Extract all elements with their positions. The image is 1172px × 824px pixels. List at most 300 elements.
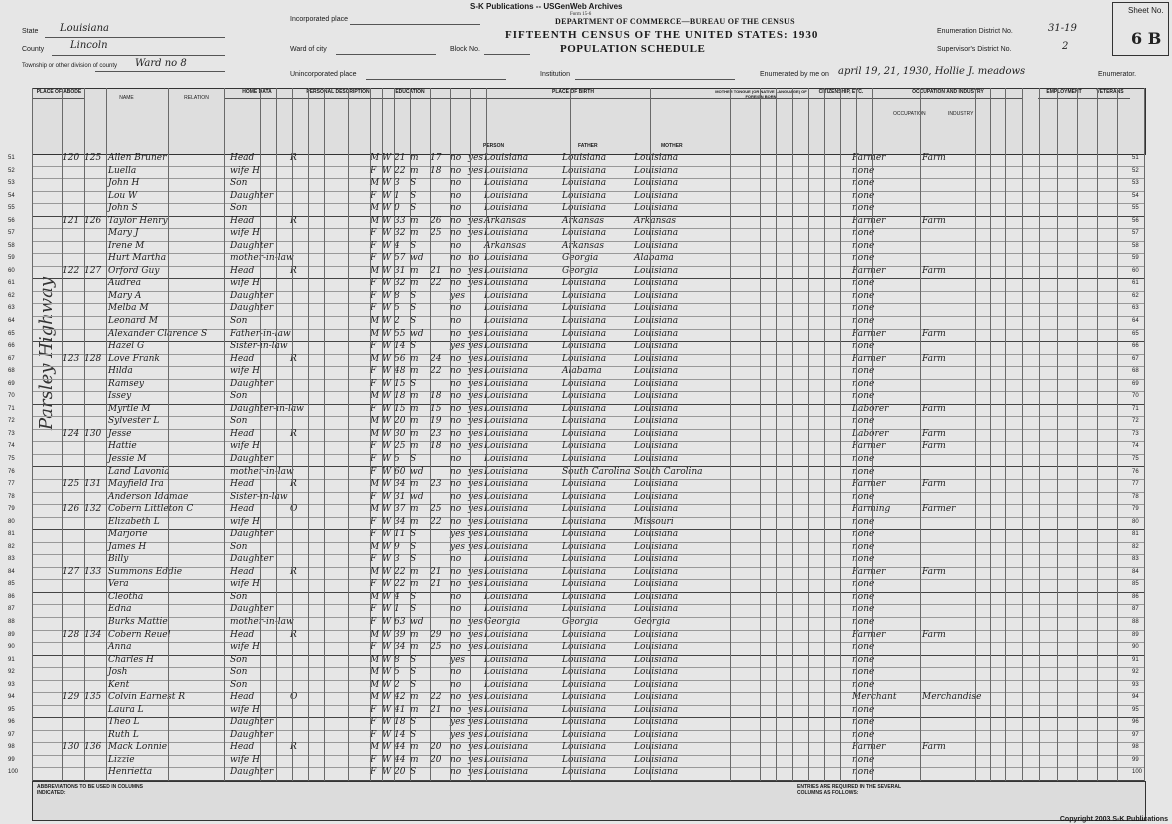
cell-ind	[922, 467, 992, 480]
cell-am: 18	[430, 165, 442, 176]
cell-name: Burks Mattie	[108, 616, 168, 627]
cell-sch: no	[450, 491, 462, 502]
cell-sch: no	[450, 178, 462, 189]
cell-name: Hurt Martha	[108, 253, 167, 264]
cell-name: Colvin Earnest R	[108, 692, 186, 703]
cell-name: Ruth L	[108, 729, 139, 740]
cell-fbp: Louisiana	[562, 629, 607, 640]
cell-occ: none	[852, 165, 875, 176]
cell-mbp: Louisiana	[634, 667, 679, 678]
cell-age: 15	[394, 403, 406, 414]
cell-sch: no	[450, 240, 462, 251]
cell-rd: yes	[468, 642, 484, 653]
cell-mbp: Georgia	[634, 616, 671, 627]
cell-fbp: Louisiana	[562, 729, 607, 740]
line-number-right: 79	[1132, 506, 1139, 513]
cell-fam	[84, 604, 106, 617]
table-row	[8, 228, 1144, 242]
sheet-number-label: Sheet No.	[1128, 6, 1164, 15]
cell-mbp: Louisiana	[634, 178, 679, 189]
table-row	[8, 453, 1144, 468]
cell-race: W	[382, 579, 392, 590]
cell-dw	[62, 680, 84, 693]
footer-instructions	[32, 781, 1146, 821]
cell-mbp: Louisiana	[634, 391, 679, 402]
cell-ms: m	[410, 479, 419, 490]
cell-fbp: Louisiana	[562, 203, 607, 214]
line-number-left: 100	[8, 769, 19, 776]
cell-ind	[922, 705, 992, 718]
cell-sex: F	[370, 466, 377, 477]
cell-own: O	[290, 692, 298, 703]
cell-name: Hazel G	[108, 341, 145, 352]
cell-ms: wd	[410, 616, 424, 627]
line-number-left: 87	[8, 606, 15, 613]
cell-bp: Louisiana	[484, 679, 529, 690]
line-number-left: 68	[8, 368, 15, 375]
cell-sex: F	[370, 290, 377, 301]
cell-occ: none	[852, 654, 875, 665]
cell-fbp: Louisiana	[562, 403, 607, 414]
cell-am	[430, 203, 446, 216]
table-row	[8, 642, 1144, 656]
column-rule	[430, 88, 431, 781]
cell-fam	[84, 667, 106, 680]
cell-dw	[62, 416, 84, 429]
cell-race: W	[382, 228, 392, 239]
cell-age: 56	[394, 353, 406, 364]
line-number-left: 53	[8, 180, 15, 187]
cell-rd: yes	[468, 441, 484, 452]
cell-bp: Louisiana	[484, 278, 529, 289]
cell-rd: no	[468, 253, 480, 264]
cell-bp: Louisiana	[484, 742, 529, 753]
cell-bp: Louisiana	[484, 353, 529, 364]
line-number-right: 54	[1132, 192, 1139, 199]
cell-rel: mother-in-law	[230, 616, 294, 627]
cell-ms: S	[410, 453, 417, 464]
cell-fam: 135	[84, 692, 102, 703]
cell-am	[430, 241, 446, 254]
cell-age: 37	[394, 504, 406, 515]
cell-ms: S	[410, 178, 417, 189]
cell-bp: Arkansas	[484, 215, 527, 226]
cell-rel: Daughter-in-law	[230, 403, 304, 414]
cell-am: 22	[430, 692, 442, 703]
cell-ms: S	[410, 717, 417, 728]
line-number-right: 55	[1132, 205, 1139, 212]
cell-ind: Farm	[922, 629, 946, 640]
cell-ind	[922, 391, 992, 404]
cell-sex: F	[370, 453, 377, 464]
cell-own: R	[290, 215, 297, 226]
cell-rel: Daughter	[230, 604, 274, 615]
cell-fbp: Louisiana	[562, 479, 607, 490]
cell-ms: m	[410, 742, 419, 753]
cell-age: 20	[394, 416, 406, 427]
cell-occ: none	[852, 190, 875, 201]
cell-sex: M	[370, 153, 380, 163]
table-row	[8, 654, 1144, 669]
cell-sex: M	[370, 391, 380, 402]
cell-dw	[62, 554, 84, 567]
column-rule	[84, 88, 85, 781]
cell-rel: Daughter	[230, 190, 274, 201]
cell-occ: Farmer	[852, 479, 886, 490]
cell-ind: Farmer	[922, 504, 956, 515]
cell-mbp: Louisiana	[634, 629, 679, 640]
cell-mbp: Louisiana	[634, 742, 679, 753]
line-number-left: 61	[8, 280, 15, 287]
person-birth-subheader: PERSON	[483, 143, 505, 149]
table-row	[8, 265, 1144, 280]
cell-rd: yes	[468, 504, 484, 515]
table-row	[8, 667, 1144, 681]
cell-ind	[922, 191, 992, 204]
cell-fbp: Georgia	[562, 265, 599, 276]
cell-sch: no	[450, 466, 462, 477]
table-row	[8, 240, 1144, 255]
cell-ind	[922, 228, 992, 241]
cell-fam	[84, 730, 106, 743]
cell-fbp: Louisiana	[562, 441, 607, 452]
cell-sex: F	[370, 378, 377, 389]
cell-am	[430, 454, 446, 467]
cell-ind	[922, 416, 992, 429]
cell-sex: F	[370, 754, 377, 765]
cell-age: 1	[394, 190, 400, 201]
cell-mbp: Louisiana	[634, 441, 679, 452]
cell-race: W	[382, 265, 392, 276]
cell-race: W	[382, 378, 392, 389]
cell-fam	[84, 416, 106, 429]
cell-rel: wife H	[230, 228, 260, 239]
cell-age: 2	[394, 679, 400, 690]
mother-birth-subheader: MOTHER	[661, 143, 683, 149]
cell-sch: no	[450, 642, 462, 653]
cell-age: 11	[394, 529, 406, 540]
cell-dw	[62, 617, 84, 630]
cell-mbp: Louisiana	[634, 403, 679, 414]
column-rule	[224, 88, 225, 781]
cell-race: W	[382, 366, 392, 377]
cell-sex: F	[370, 767, 377, 778]
cell-fam	[84, 278, 106, 291]
cell-occ: none	[852, 516, 875, 527]
cell-am: 23	[430, 479, 442, 490]
cell-sch: no	[450, 428, 462, 439]
column-rule	[1077, 88, 1078, 781]
line-number-right: 100	[1132, 769, 1143, 776]
cell-sch: no	[450, 704, 462, 715]
cell-rd: yes	[468, 416, 484, 427]
cell-fbp: Louisiana	[562, 767, 607, 778]
line-number-right: 91	[1132, 656, 1139, 663]
cell-fbp: Georgia	[562, 616, 599, 627]
cell-sex: M	[370, 215, 380, 226]
column-rule	[382, 88, 383, 781]
cell-race: W	[382, 566, 392, 577]
cell-fam	[84, 404, 106, 417]
cell-am	[430, 554, 446, 567]
cell-ms: m	[410, 153, 419, 163]
citizenship-group-header: CITIZENSHIP, ETC.	[809, 89, 873, 99]
cell-ms: m	[410, 278, 419, 289]
cell-bp: Louisiana	[484, 253, 529, 264]
table-row	[8, 366, 1144, 380]
cell-am: 22	[430, 516, 442, 527]
column-rule	[394, 88, 395, 781]
cell-occ: none	[852, 253, 875, 264]
cell-sex: M	[370, 591, 380, 602]
cell-name: Melba M	[108, 303, 149, 314]
line-number-right: 72	[1132, 418, 1139, 425]
cell-sch: no	[450, 228, 462, 239]
cell-mbp: Louisiana	[634, 303, 679, 314]
township-value: Ward no 8	[135, 58, 187, 69]
cell-ms: S	[410, 541, 417, 552]
cell-name: Laura L	[108, 704, 144, 715]
cell-name: Mayfield Ira	[108, 479, 164, 490]
cell-ms: m	[410, 416, 419, 427]
cell-ind	[922, 730, 992, 743]
line-number-left: 58	[8, 242, 15, 249]
cell-fbp: Louisiana	[562, 704, 607, 715]
column-rule	[760, 88, 761, 781]
cell-fam	[84, 253, 106, 266]
cell-rel: wife H	[230, 165, 260, 176]
cell-ms: wd	[410, 466, 424, 477]
cell-name: Jessie M	[108, 453, 147, 464]
cell-age: 25	[394, 441, 406, 452]
cell-rel: Daughter	[230, 240, 274, 251]
line-number-right: 52	[1132, 167, 1139, 174]
column-rule	[990, 88, 991, 781]
cell-race: W	[382, 353, 392, 364]
line-number-left: 55	[8, 205, 15, 212]
cell-ms: S	[410, 554, 417, 565]
cell-fam	[84, 579, 106, 592]
cell-name: Leonard M	[108, 316, 159, 327]
cell-occ: none	[852, 616, 875, 627]
cell-rd: yes	[468, 215, 484, 226]
line-number-right: 96	[1132, 719, 1139, 726]
county-value: Lincoln	[70, 40, 108, 51]
cell-race: W	[382, 479, 392, 490]
cell-fbp: Arkansas	[562, 215, 605, 226]
line-number-right: 58	[1132, 242, 1139, 249]
cell-occ: none	[852, 453, 875, 464]
line-number-left: 60	[8, 267, 15, 274]
cell-sch: yes	[450, 341, 466, 352]
line-number-left: 90	[8, 644, 15, 651]
cell-race: W	[382, 240, 392, 251]
cell-occ: none	[852, 278, 875, 289]
column-rule	[470, 88, 471, 781]
cell-sex: F	[370, 366, 377, 377]
cell-race: W	[382, 341, 392, 352]
cell-bp: Louisiana	[484, 667, 529, 678]
cell-dw: 128	[62, 629, 80, 640]
cell-occ: none	[852, 704, 875, 715]
enumerator-label: Enumerator.	[1098, 71, 1137, 78]
cell-occ: none	[852, 754, 875, 765]
cell-sch: no	[450, 165, 462, 176]
cell-race: W	[382, 754, 392, 765]
cell-fam	[84, 303, 106, 316]
table-row	[8, 290, 1144, 305]
cell-rel: Sister-in-law	[230, 491, 288, 502]
enumeration-district-label: Enumeration District No.	[937, 28, 1013, 35]
table-row	[8, 767, 1144, 781]
column-rule	[1022, 88, 1023, 781]
cell-race: W	[382, 704, 392, 715]
cell-fbp: Louisiana	[562, 642, 607, 653]
cell-dw: 129	[62, 692, 80, 703]
column-rule	[32, 88, 33, 781]
mother-tongue-group-header: MOTHER TONGUE (OR NATIVE LANGUAGE) OF FOREIGN BORN	[713, 89, 809, 99]
cell-name: Ramsey	[108, 378, 144, 389]
cell-sch: no	[450, 303, 462, 314]
cell-race: W	[382, 428, 392, 439]
cell-sex: M	[370, 654, 380, 665]
cell-rd: yes	[468, 278, 484, 289]
cell-rel: wife H	[230, 704, 260, 715]
cell-occ: none	[852, 303, 875, 314]
cell-age: 18	[394, 717, 406, 728]
table-row	[8, 729, 1144, 744]
cell-dw	[62, 203, 84, 216]
cell-occ: none	[852, 341, 875, 352]
cell-am	[430, 617, 446, 630]
cell-age: 22	[394, 566, 406, 577]
line-number-right: 76	[1132, 468, 1139, 475]
cell-sch: no	[450, 754, 462, 765]
cell-fbp: Arkansas	[562, 240, 605, 251]
line-number-right: 51	[1132, 155, 1139, 161]
cell-name: Anna	[108, 642, 132, 653]
cell-bp: Arkansas	[484, 240, 527, 251]
cell-age: 18	[394, 391, 406, 402]
cell-rd: yes	[468, 579, 484, 590]
cell-fbp: Louisiana	[562, 303, 607, 314]
place-of-birth-group-header: PLACE OF BIRTH	[433, 89, 713, 99]
cell-rel: Head	[230, 353, 255, 364]
line-number-left: 64	[8, 318, 15, 325]
cell-age: 0	[394, 203, 400, 214]
cell-ind	[922, 178, 992, 191]
column-rule	[276, 88, 277, 781]
line-number-left: 86	[8, 593, 15, 600]
cell-sch: no	[450, 554, 462, 565]
sheet-number-box	[1112, 2, 1169, 56]
cell-sex: F	[370, 441, 377, 452]
line-number-right: 95	[1132, 706, 1139, 713]
cell-mbp: Louisiana	[634, 717, 679, 728]
cell-bp: Louisiana	[484, 692, 529, 703]
table-row	[8, 416, 1144, 430]
cell-occ: Merchant	[852, 692, 897, 703]
cell-bp: Louisiana	[484, 717, 529, 728]
cell-bp: Louisiana	[484, 629, 529, 640]
cell-am: 29	[430, 629, 442, 640]
cell-ind	[922, 542, 992, 555]
cell-rel: Daughter	[230, 767, 274, 778]
cell-mbp: Louisiana	[634, 541, 679, 552]
line-number-right: 75	[1132, 455, 1139, 462]
cell-name: Cleotha	[108, 591, 144, 602]
cell-fam	[84, 655, 106, 668]
cell-name: Lou W	[108, 190, 138, 201]
cell-am: 21	[430, 566, 442, 577]
cell-am	[430, 604, 446, 617]
cell-rel: Son	[230, 667, 248, 678]
cell-am	[430, 717, 446, 730]
table-row	[8, 203, 1144, 217]
cell-sch: no	[450, 516, 462, 527]
cell-fbp: Louisiana	[562, 391, 607, 402]
cell-rel: Daughter	[230, 303, 274, 314]
line-number-left: 85	[8, 581, 15, 588]
cell-rd: yes	[468, 704, 484, 715]
cell-sex: F	[370, 529, 377, 540]
cell-ind	[922, 767, 992, 780]
cell-bp: Louisiana	[484, 566, 529, 577]
cell-sex: F	[370, 491, 377, 502]
cell-fbp: Louisiana	[562, 416, 607, 427]
cell-fbp: Louisiana	[562, 353, 607, 364]
cell-rel: Daughter	[230, 717, 274, 728]
cell-sch: yes	[450, 654, 466, 665]
cell-name: Billy	[108, 554, 129, 565]
cell-occ: none	[852, 717, 875, 728]
table-row	[8, 165, 1144, 180]
cell-sex: M	[370, 667, 380, 678]
cell-dw	[62, 341, 84, 354]
cell-dw	[62, 303, 84, 316]
cell-rd: yes	[468, 717, 484, 728]
cell-rd: yes	[468, 516, 484, 527]
cell-fbp: Georgia	[562, 253, 599, 264]
cell-fam	[84, 454, 106, 467]
cell-mbp: Louisiana	[634, 165, 679, 176]
cell-dw: 126	[62, 504, 80, 515]
cell-dw: 127	[62, 566, 80, 577]
cell-race: W	[382, 654, 392, 665]
table-row	[8, 629, 1144, 644]
cell-age: 4	[394, 591, 400, 602]
cell-sch: no	[450, 441, 462, 452]
state-underline	[45, 37, 225, 38]
cell-fam	[84, 228, 106, 241]
line-number-left: 76	[8, 468, 15, 475]
cell-fam	[84, 642, 106, 655]
cell-rel: Head	[230, 428, 255, 439]
cell-ms: S	[410, 654, 417, 665]
cell-race: W	[382, 391, 392, 402]
cell-occ: none	[852, 491, 875, 502]
cell-mbp: Louisiana	[634, 767, 679, 778]
copyright-notice: Copyright 2003 S-K Publications	[1059, 816, 1168, 823]
cell-sex: M	[370, 679, 380, 690]
line-number-left: 75	[8, 455, 15, 462]
line-number-left: 96	[8, 719, 15, 726]
cell-sex: F	[370, 303, 377, 314]
cell-sex: F	[370, 642, 377, 653]
cell-bp: Louisiana	[484, 491, 529, 502]
line-number-right: 80	[1132, 518, 1139, 525]
table-row	[8, 353, 1144, 368]
